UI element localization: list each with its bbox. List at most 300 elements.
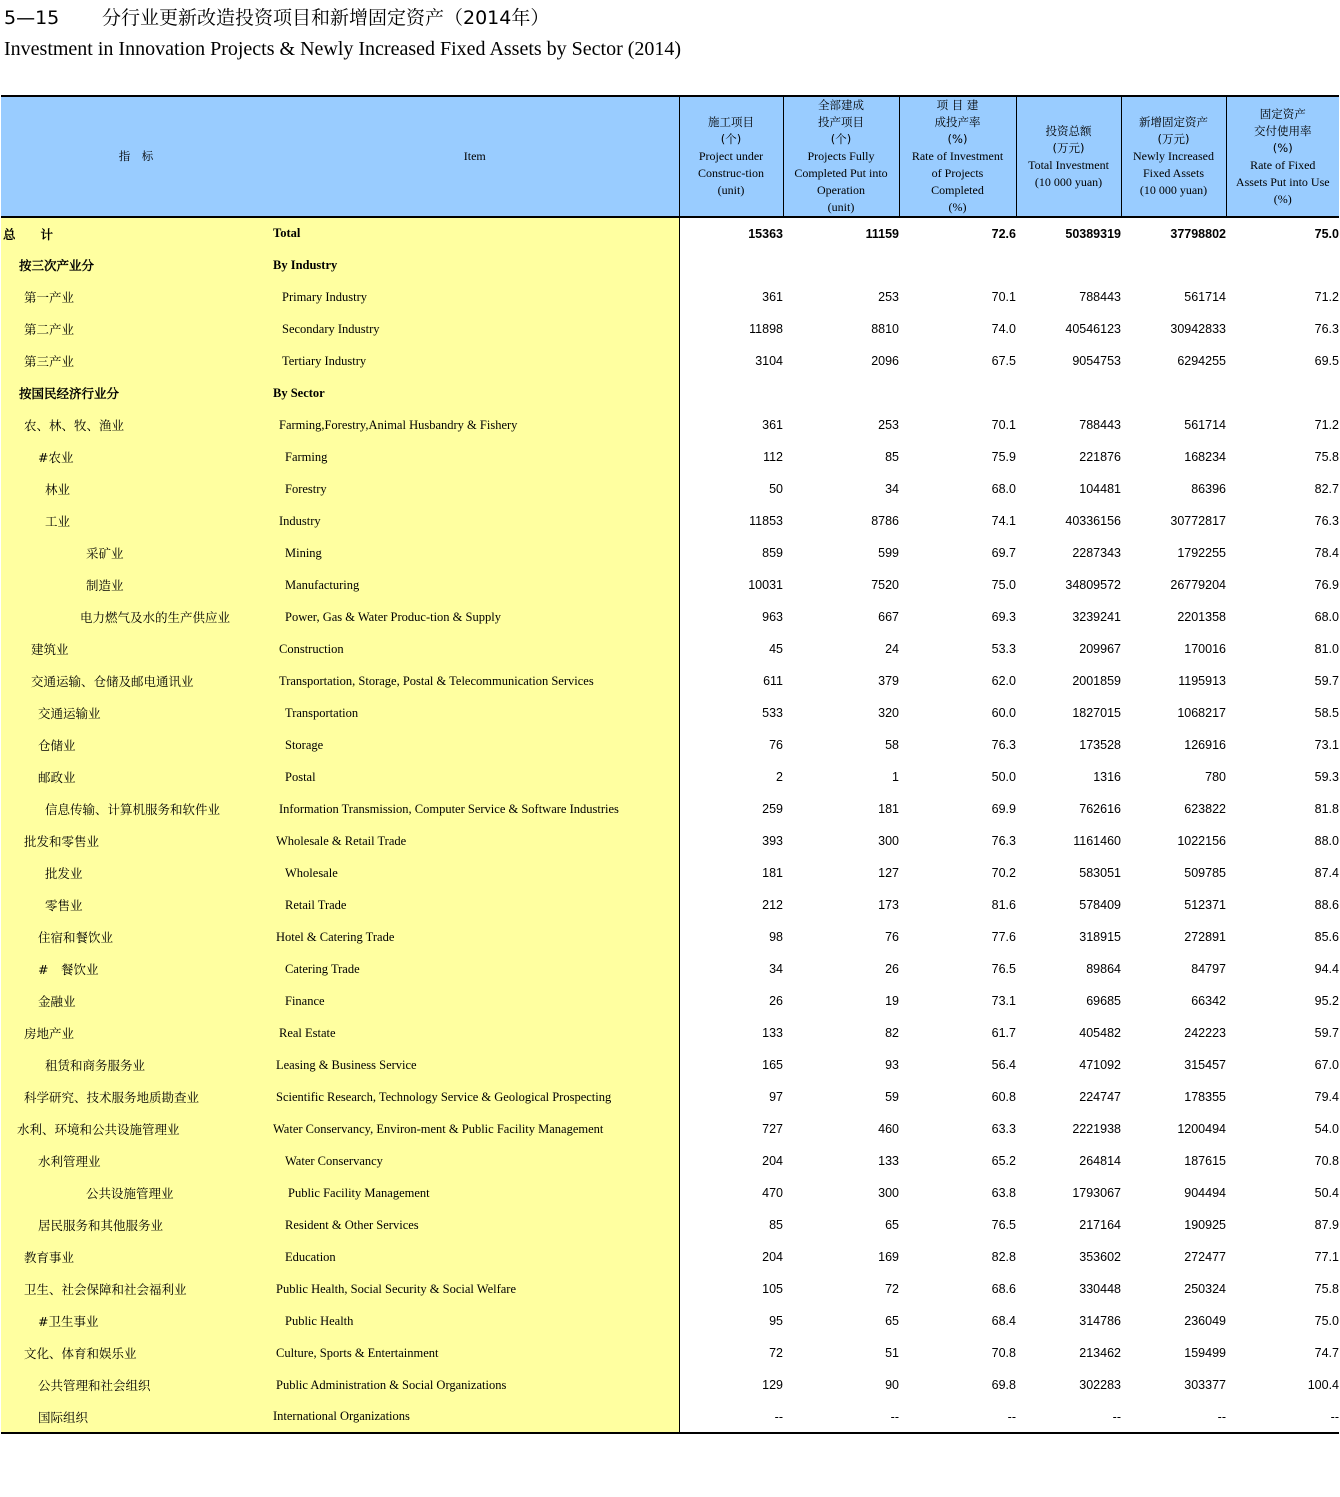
row-label-en: Catering Trade (271, 953, 679, 985)
header-col-en-line: (unit) (717, 183, 745, 197)
row-value: -- (890, 1409, 899, 1424)
row-value: 133 (762, 1026, 783, 1040)
row-value: 904494 (1184, 1186, 1226, 1200)
row-value: 533 (762, 706, 783, 720)
row-label-en: Leasing & Business Service (271, 1049, 679, 1081)
row-label-en: Scientific Research, Technology Service & Geological Prospecting (271, 1081, 679, 1113)
row-value: 187615 (1184, 1154, 1226, 1168)
header-col-en-line: (10 000 yuan) (1034, 174, 1103, 189)
row-value: 236049 (1184, 1314, 1226, 1328)
row-value: -- (1330, 1409, 1339, 1424)
row-value: 63.3 (991, 1122, 1016, 1136)
table-row (1, 409, 1339, 441)
header-col-cn-line: 全部建成 (818, 98, 864, 112)
row-label-en: Hotel & Catering Trade (271, 921, 679, 953)
table-row (1, 249, 1339, 281)
header-col-cn-line: (个) (720, 132, 742, 146)
row-label-en: Forestry (271, 473, 679, 505)
row-value: 76 (885, 930, 899, 944)
row-value: 56.4 (991, 1058, 1016, 1072)
header-col-en-line: (%) (1273, 191, 1292, 206)
row-value: 50.4 (1314, 1186, 1339, 1200)
row-label-cn: 第一产业 (1, 281, 271, 313)
table-row (1, 281, 1339, 313)
row-value: 762616 (1079, 802, 1121, 816)
row-value: 76 (769, 738, 783, 752)
header-col-en-line: Completed (931, 183, 984, 197)
row-value: 2201358 (1177, 610, 1226, 624)
row-value: 780 (1205, 770, 1226, 784)
row-label-en: International Organizations (271, 1401, 679, 1433)
header-col-en-line: Newly Increased (1133, 149, 1214, 163)
header-col-cn-line: 新增固定资产 (1139, 115, 1208, 129)
row-value: 69.7 (991, 546, 1016, 560)
row-value: 209967 (1079, 642, 1121, 656)
row-value (783, 377, 899, 409)
row-value: 11898 (749, 322, 783, 336)
row-value: 62.0 (991, 674, 1016, 688)
row-value: 68.6 (991, 1282, 1016, 1296)
table-row (1, 1049, 1339, 1081)
row-label-en: Wholesale & Retail Trade (271, 825, 679, 857)
row-value: 460 (878, 1122, 899, 1136)
row-value: 302283 (1079, 1378, 1121, 1392)
row-label-cn: 第二产业 (1, 313, 271, 345)
table-row (1, 729, 1339, 761)
row-value: 34809572 (1065, 578, 1121, 592)
header-col-en-line: Rate of Fixed (1250, 157, 1316, 172)
table-row (1, 1209, 1339, 1241)
row-value: 405482 (1079, 1026, 1121, 1040)
row-value: 1 (892, 770, 899, 784)
header-col-en-line: Completed Put into (794, 166, 888, 180)
row-value: 361 (762, 290, 783, 304)
row-value: 470 (762, 1186, 783, 1200)
row-value: 272891 (1184, 930, 1226, 944)
row-value (1121, 249, 1226, 281)
table-row (1, 985, 1339, 1017)
row-value: 2096 (871, 354, 899, 368)
row-label-cn: 交通运输、仓储及邮电通讯业 (1, 665, 271, 697)
row-value: 599 (878, 546, 899, 560)
row-label-en: Power, Gas & Water Produc-tion & Supply (271, 601, 679, 633)
table-row (1, 921, 1339, 953)
row-value: 1161460 (1073, 834, 1121, 848)
row-value: 2001859 (1072, 674, 1121, 688)
table-row (1, 473, 1339, 505)
row-label-en: Tertiary Industry (271, 345, 679, 377)
row-value: -- (1217, 1409, 1226, 1424)
row-label-en: Transportation, Storage, Postal & Telecommunication Services (271, 665, 679, 697)
row-value: 76.3 (991, 834, 1016, 848)
row-label-cn: 批发和零售业 (1, 825, 271, 857)
row-value: 224747 (1079, 1090, 1121, 1104)
row-label-en: Wholesale (271, 857, 679, 889)
row-value: 30772817 (1170, 514, 1226, 528)
table-row (1, 1337, 1339, 1369)
table-row (1, 217, 1339, 249)
row-value (1226, 249, 1339, 281)
table-row (1, 665, 1339, 697)
row-value (679, 377, 783, 409)
row-value: 50.0 (991, 770, 1016, 784)
row-label-en: Public Health (271, 1305, 679, 1337)
row-value: 74.1 (991, 514, 1016, 528)
row-value: 104481 (1079, 482, 1121, 496)
row-value: 71.2 (1314, 290, 1339, 304)
header-col-en-line: (%) (948, 200, 967, 214)
row-value: 170016 (1184, 642, 1226, 656)
row-value: 88.0 (1314, 834, 1339, 848)
row-value: 74.7 (1314, 1346, 1339, 1360)
row-value: 6294255 (1177, 354, 1226, 368)
row-value: 59.7 (1314, 674, 1339, 688)
row-value: 85.6 (1314, 930, 1339, 944)
row-label-cn: 文化、体育和娱乐业 (1, 1337, 271, 1369)
row-value: 165 (762, 1058, 783, 1072)
row-value: 75.9 (991, 450, 1016, 464)
row-value: 53.3 (991, 642, 1016, 656)
row-value: 89864 (1086, 962, 1121, 976)
row-value: 81.8 (1314, 802, 1339, 816)
row-value: 45 (769, 642, 783, 656)
row-value: 63.8 (991, 1186, 1016, 1200)
row-value: 168234 (1184, 450, 1226, 464)
row-value: 98 (769, 930, 783, 944)
row-label-en: Water Conservancy, Environ-ment & Public Facility Management (271, 1113, 679, 1145)
header-col-4 (1016, 96, 1121, 217)
row-value: 129 (762, 1378, 783, 1392)
row-value: 78.4 (1314, 546, 1339, 560)
row-value: 727 (762, 1122, 783, 1136)
row-value: 578409 (1079, 898, 1121, 912)
row-label-cn: 国际组织 (1, 1401, 271, 1433)
header-col-2 (783, 96, 899, 217)
row-value: 181 (762, 866, 783, 880)
row-value: 3239241 (1072, 610, 1121, 624)
row-value: 65.2 (991, 1154, 1016, 1168)
row-value: 173 (878, 898, 899, 912)
row-value: 86396 (1191, 482, 1226, 496)
table-row (1, 1177, 1339, 1209)
row-value: 40546123 (1065, 322, 1121, 336)
row-value: 250324 (1184, 1282, 1226, 1296)
row-value: 1068217 (1177, 706, 1226, 720)
row-value: 178355 (1184, 1090, 1226, 1104)
row-label-en: Primary Industry (271, 281, 679, 313)
row-value: 320 (878, 706, 899, 720)
header-col-en-line: Project under (698, 149, 764, 163)
row-value: 67.0 (1314, 1058, 1339, 1072)
row-value: 181 (878, 802, 899, 816)
table-row (1, 857, 1339, 889)
row-value: 82 (885, 1026, 899, 1040)
row-label-cn: 电力燃气及水的生产供应业 (1, 601, 271, 633)
row-value: 264814 (1079, 1154, 1121, 1168)
row-value: 314786 (1079, 1314, 1121, 1328)
table-row (1, 953, 1339, 985)
row-value (1016, 249, 1121, 281)
row-label-en: Transportation (271, 697, 679, 729)
row-label-cn: 居民服务和其他服务业 (1, 1209, 271, 1241)
row-label-en: Public Administration & Social Organizations (271, 1369, 679, 1401)
table-row (1, 761, 1339, 793)
row-value (899, 249, 1016, 281)
header-col-cn-line: 交付使用率 (1254, 123, 1312, 138)
row-value: 126916 (1184, 738, 1226, 752)
row-value: 69.3 (991, 610, 1016, 624)
row-value: 318915 (1079, 930, 1121, 944)
row-value: 204 (762, 1154, 783, 1168)
row-label-cn: 制造业 (1, 569, 271, 601)
table-row (1, 889, 1339, 921)
row-label-en: Retail Trade (271, 889, 679, 921)
row-label-en: Manufacturing (271, 569, 679, 601)
row-value: 26 (769, 994, 783, 1008)
row-value: 85 (885, 450, 899, 464)
row-value: 561714 (1184, 290, 1226, 304)
row-value: 81.0 (1314, 642, 1339, 656)
row-value: 330448 (1079, 1282, 1121, 1296)
row-label-cn: 按国民经济行业分 (1, 377, 271, 409)
row-label-cn: 邮政业 (1, 761, 271, 793)
row-value: 70.1 (991, 418, 1016, 432)
row-value (1016, 377, 1121, 409)
row-value: 169 (878, 1250, 899, 1264)
row-value: 221876 (1079, 450, 1121, 464)
row-label-cn: 住宿和餐饮业 (1, 921, 271, 953)
row-value: 68.0 (991, 482, 1016, 496)
header-col-cn-line: 投资总额 (1045, 123, 1092, 138)
row-label-en: Public Health, Social Security & Social Welfare (271, 1273, 679, 1305)
row-value: 173528 (1079, 738, 1121, 752)
row-value: 95.2 (1314, 994, 1339, 1008)
table-row (1, 633, 1339, 665)
row-value: 70.2 (991, 866, 1016, 880)
header-col-cn-line: (万元) (1052, 140, 1085, 155)
header-item-en: Item (271, 96, 679, 217)
row-value: 315457 (1184, 1058, 1226, 1072)
row-value: 1200494 (1177, 1122, 1226, 1136)
row-value: 81.6 (991, 898, 1016, 912)
row-value: 69.8 (991, 1378, 1016, 1392)
row-label-en: Finance (271, 985, 679, 1017)
row-label-cn: 金融业 (1, 985, 271, 1017)
row-value: 127 (878, 866, 899, 880)
table-row (1, 825, 1339, 857)
row-label-en: Public Facility Management (271, 1177, 679, 1209)
row-label-en: Culture, Sports & Entertainment (271, 1337, 679, 1369)
row-value: 93 (885, 1058, 899, 1072)
row-value: 65 (885, 1314, 899, 1328)
header-col-cn-line: (个) (830, 132, 852, 146)
row-value: 69685 (1086, 994, 1121, 1008)
header-col-cn-line: 投产项目 (818, 115, 864, 129)
row-value: 58 (885, 738, 899, 752)
row-value: 393 (762, 834, 783, 848)
row-value (899, 377, 1016, 409)
row-value: 75.0 (1314, 226, 1339, 241)
row-label-cn: 租赁和商务服务业 (1, 1049, 271, 1081)
table-number: 5—15 (4, 7, 60, 29)
table-row (1, 537, 1339, 569)
row-label-cn: 公共管理和社会组织 (1, 1369, 271, 1401)
page-title-cn (4, 6, 549, 30)
row-value: 84797 (1191, 962, 1226, 976)
row-label-cn: #农业 (1, 441, 271, 473)
row-label-en: Real Estate (271, 1017, 679, 1049)
row-label-cn: 水利、环境和公共设施管理业 (1, 1113, 271, 1145)
row-value: 963 (762, 610, 783, 624)
row-label-cn: 卫生、社会保障和社会福利业 (1, 1273, 271, 1305)
row-value: 97 (769, 1090, 783, 1104)
row-value: 253 (878, 290, 899, 304)
row-value: 509785 (1184, 866, 1226, 880)
row-value: 2287343 (1072, 546, 1121, 560)
row-value: 75.8 (1314, 450, 1339, 464)
row-label-en: Total (271, 217, 679, 249)
row-value: 1022156 (1177, 834, 1226, 848)
row-value: 561714 (1184, 418, 1226, 432)
row-value: 94.4 (1314, 962, 1339, 976)
row-value: 67.5 (991, 354, 1016, 368)
header-col-cn-line: 成投产率 (934, 115, 981, 129)
row-label-cn: 批发业 (1, 857, 271, 889)
row-value: 212 (762, 898, 783, 912)
row-value: 1827015 (1072, 706, 1121, 720)
header-row (1, 96, 1339, 217)
row-value: 85 (769, 1218, 783, 1232)
header-col-cn-line: 固定资产 (1259, 106, 1306, 121)
row-value: 623822 (1184, 802, 1226, 816)
row-value: 66342 (1191, 994, 1226, 1008)
table-row (1, 313, 1339, 345)
row-value: 1792255 (1177, 546, 1226, 560)
title-cn-text: 分行业更新改造投资项目和新增固定资产（2014年） (102, 7, 550, 29)
row-value: 90 (885, 1378, 899, 1392)
row-value: 3104 (755, 354, 783, 368)
row-value: 1316 (1093, 770, 1121, 784)
row-value: 667 (878, 610, 899, 624)
row-label-cn: 按三次产业分 (1, 249, 271, 281)
row-value: 112 (763, 450, 783, 464)
row-value (783, 249, 899, 281)
row-label-cn: 房地产业 (1, 1017, 271, 1049)
row-value: 65 (885, 1218, 899, 1232)
row-value: 72 (885, 1282, 899, 1296)
header-col-en-line: Total Investment (1028, 157, 1109, 172)
table-body (1, 217, 1339, 1433)
row-value: 37798802 (1170, 226, 1226, 241)
row-value: 51 (885, 1346, 899, 1360)
row-value (679, 249, 783, 281)
table-row (1, 377, 1339, 409)
row-value: 76.3 (1314, 322, 1339, 336)
row-label-en: Resident & Other Services (271, 1209, 679, 1241)
row-value: 7520 (871, 578, 899, 592)
row-value: 361 (762, 418, 783, 432)
row-value: 59.3 (1314, 770, 1339, 784)
row-value: 26779204 (1170, 578, 1226, 592)
table-row (1, 1081, 1339, 1113)
row-label-cn: 零售业 (1, 889, 271, 921)
header-col-cn-line: (万元) (1157, 132, 1190, 146)
row-value: 303377 (1184, 1378, 1226, 1392)
row-value: 859 (762, 546, 783, 560)
row-value: 88.6 (1314, 898, 1339, 912)
row-value: 11159 (865, 226, 899, 241)
row-value: 253 (878, 418, 899, 432)
row-value: 512371 (1184, 898, 1226, 912)
row-value: 59 (885, 1090, 899, 1104)
table-row (1, 1017, 1339, 1049)
row-value: 77.1 (1314, 1250, 1339, 1264)
row-value: 82.7 (1314, 482, 1339, 496)
row-value: 272477 (1184, 1250, 1226, 1264)
table-row (1, 1401, 1339, 1433)
row-label-en: Postal (271, 761, 679, 793)
table-row (1, 1113, 1339, 1145)
row-value: 71.2 (1314, 418, 1339, 432)
table-row (1, 1241, 1339, 1273)
row-label-en: Farming,Forestry,Animal Husbandry & Fishery (271, 409, 679, 441)
row-value: 26 (885, 962, 899, 976)
header-col-1 (679, 96, 783, 217)
row-value: 60.0 (991, 706, 1016, 720)
row-value: 213462 (1079, 1346, 1121, 1360)
row-label-cn: 信息传输、计算机服务和软件业 (1, 793, 271, 825)
row-value: 2 (776, 770, 783, 784)
row-label-cn: 建筑业 (1, 633, 271, 665)
row-value: 242223 (1184, 1026, 1226, 1040)
row-value: 76.5 (991, 1218, 1016, 1232)
header-col-en-line: (10 000 yuan) (1139, 183, 1208, 197)
row-label-cn: 水利管理业 (1, 1145, 271, 1177)
row-value: 40336156 (1065, 514, 1121, 528)
row-value: 34 (769, 962, 783, 976)
row-value: 73.1 (991, 994, 1016, 1008)
header-col-6 (1226, 96, 1339, 217)
row-label-cn: 林业 (1, 473, 271, 505)
row-value: 76.9 (1314, 578, 1339, 592)
header-col-en-line: (unit) (827, 200, 855, 214)
row-value (1226, 377, 1339, 409)
row-value: 2221938 (1072, 1122, 1121, 1136)
row-value: 259 (762, 802, 783, 816)
row-value: 61.7 (991, 1026, 1016, 1040)
header-col-cn-line: 项 目 建 (936, 98, 979, 112)
row-value: 76.3 (1314, 514, 1339, 528)
row-label-cn: # 餐饮业 (1, 953, 271, 985)
row-value: 1195913 (1178, 674, 1226, 688)
row-label-en: Farming (271, 441, 679, 473)
row-value: 159499 (1184, 1346, 1226, 1360)
row-label-en: Secondary Industry (271, 313, 679, 345)
row-value: 73.1 (1314, 738, 1339, 752)
row-value: 75.8 (1314, 1282, 1339, 1296)
row-value: 204 (762, 1250, 783, 1264)
row-label-cn: 第三产业 (1, 345, 271, 377)
row-value: 77.6 (991, 930, 1016, 944)
row-value: 75.0 (991, 578, 1016, 592)
row-value: 70.8 (991, 1346, 1016, 1360)
row-value: 100.4 (1307, 1378, 1339, 1392)
row-value: 87.4 (1314, 866, 1339, 880)
row-value: 471092 (1079, 1058, 1121, 1072)
table-row (1, 505, 1339, 537)
row-value: -- (1112, 1409, 1121, 1424)
row-value: 300 (878, 1186, 899, 1200)
